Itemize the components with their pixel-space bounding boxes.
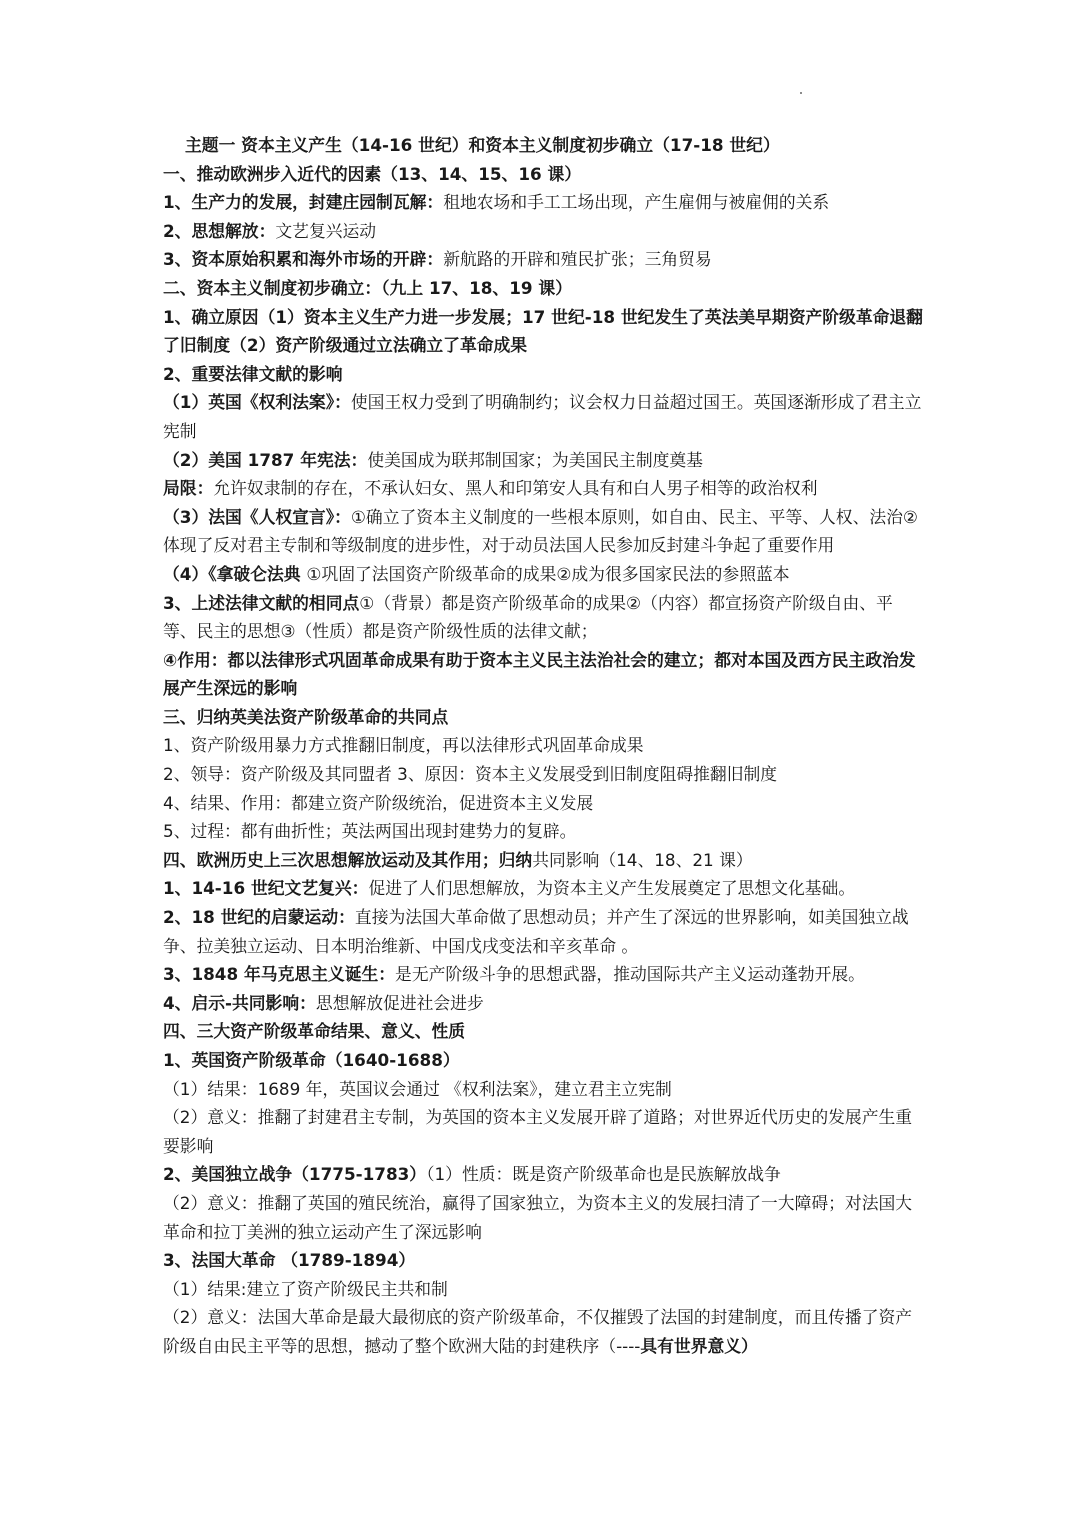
text-segment: ④作用：都以法律形式巩固革命成果有助于资本主义民主法治社会的建立；都对本国及西方民主政治发展产生深远的影响 — [163, 649, 916, 699]
text-line — [163, 560, 923, 589]
text-segment: 促进了人们思想解放，为资本主义产生发展奠定了思想文化基础。 — [368, 878, 856, 899]
text-segment: （1）英国《权利法案》： — [163, 392, 351, 413]
text-segment: 四、欧洲历史上三次思想解放运动及其作用；归纳 — [163, 849, 533, 870]
text-line — [163, 874, 923, 903]
text-line — [163, 474, 923, 503]
text-segment: 3、资本原始积累和海外市场的开辟： — [163, 249, 444, 270]
text-segment: 1、14-16 世纪文艺复兴： — [163, 878, 369, 899]
text-line — [163, 446, 923, 475]
text-line — [163, 160, 923, 189]
text-segment: 1、确立原因（1）资本主义生产力进一步发展；17 世纪-18 世纪发生了英法美早期资产阶级革命退翻了旧制度（2）资产阶级通过立法确立了革命成果 — [163, 306, 923, 356]
text-segment: 具有世界意义） — [640, 1335, 758, 1356]
text-segment: 文艺复兴运动 — [275, 220, 377, 241]
text-line — [163, 1246, 923, 1275]
text-line — [163, 1303, 923, 1360]
text-segment: （1）性质：既是资产阶级革命也是民族解放战争 — [426, 1164, 781, 1185]
text-segment: （1）结果：1689 年，英国议会通过 《权利法案》，建立君主立宪制 — [163, 1078, 672, 1099]
text-segment: ①确立了资本主义制度的一些根本原则，如自由、民主、平等、人权、法治②体现了反对君主专制和等级制度的进步性，对于动员法国人民参加反封建斗争起了重要作用 — [163, 506, 918, 556]
text-line — [163, 1160, 923, 1189]
text-segment: 租地农场和手工工场出现，产生雇佣与被雇佣的关系 — [443, 192, 830, 213]
document-title: 主题一 资本主义产生（14-16 世纪）和资本主义制度初步确立（17-18 世纪） — [185, 135, 780, 155]
text-segment: （3）法国《人权宣言》： — [163, 506, 351, 527]
text-segment: 3、上述法律文献的相同点 — [163, 592, 360, 613]
text-line — [163, 1046, 923, 1075]
scan-dot — [800, 92, 802, 94]
text-line — [163, 360, 923, 389]
text-segment: 四、三大资产阶级革命结果、意义、性质 — [163, 1021, 466, 1042]
text-line — [163, 760, 923, 789]
text-line — [163, 1189, 923, 1246]
text-segment: 2、重要法律文献的影响 — [163, 363, 343, 384]
text-line — [163, 731, 923, 760]
text-line — [163, 245, 923, 274]
text-segment: （4）《拿破仑法典 — [163, 563, 307, 584]
text-segment: （2）意义：推翻了封建君主专制，为英国的资本主义发展开辟了道路；对世界近代历史的发展产生重要影响 — [163, 1107, 913, 1156]
text-line — [163, 589, 923, 646]
text-line — [163, 1275, 923, 1304]
text-segment: 2、18 世纪的启蒙运动： — [163, 907, 355, 928]
text-segment: 4、启示-共同影响： — [163, 992, 316, 1013]
document-body — [163, 131, 923, 1361]
text-line — [163, 989, 923, 1018]
text-segment: 思想解放促进社会进步 — [315, 992, 484, 1013]
text-segment: 直接为法国大革命做了思想动员；并产生了深远的世界影响，如美国独立战争、拉美独立运动、日本明治维新、中国戊戌变法和辛亥革命 。 — [163, 907, 909, 956]
text-segment: 新航路的开辟和殖民扩张；三角贸易 — [443, 249, 712, 270]
text-segment: 1、英国资产阶级革命（1640-1688） — [163, 1050, 460, 1070]
text-segment: 使国王权力受到了明确制约；议会权力日益超过国王。英国逐渐形成了君主立宪制 — [163, 392, 922, 441]
text-segment: 2、美国独立战争（1775-1783） — [163, 1164, 427, 1185]
text-line — [163, 846, 923, 875]
text-line — [163, 1017, 923, 1046]
text-segment: ①（背景）都是资产阶级革命的成果②（内容）都宣扬资产阶级自由、平等、民主的思想③（性质）都是资产阶级性质的法律文献； — [163, 592, 893, 642]
text-segment: 1、生产力的发展，封建庄园制瓦解： — [163, 192, 444, 213]
text-line — [163, 1075, 923, 1104]
text-segment: 2、领导：资产阶级及其同盟者 3、原因：资本主义发展受到旧制度阻碍推翻旧制度 — [163, 764, 778, 785]
text-segment: 3、1848 年马克思主义诞生： — [163, 964, 396, 985]
text-segment: 5、过程：都有曲折性；英法两国出现封建势力的复辟。 — [163, 821, 577, 842]
text-line — [163, 903, 923, 960]
text-segment: 一、推动欧洲步入近代的因素（13、14、15、16 课） — [163, 163, 582, 184]
text-line — [163, 217, 923, 246]
text-segment: 二、资本主义制度初步确立：（九上 17、18、19 课） — [163, 277, 572, 298]
text-segment: 局限： — [163, 478, 214, 499]
text-segment: 1、资产阶级用暴力方式推翻旧制度，再以法律形式巩固革命成果 — [163, 735, 644, 756]
text-segment: 2、思想解放： — [163, 220, 276, 241]
text-segment: 三、归纳英美法资产阶级革命的共同点 — [163, 706, 449, 727]
text-segment: （1）结果:建立了资产阶级民主共和制 — [163, 1278, 448, 1299]
text-segment: 使美国成为联邦制国家；为美国民主制度奠基 — [367, 449, 703, 470]
text-line — [163, 303, 923, 360]
text-segment: 4、结果、作用：都建立资产阶级统治，促进资本主义发展 — [163, 792, 594, 813]
text-line — [163, 960, 923, 989]
text-line — [163, 388, 923, 445]
text-segment: 允许奴隶制的存在，不承认妇女、黑人和印第安人具有和白人男子相等的政治权利 — [213, 478, 818, 499]
text-line — [163, 274, 923, 303]
text-line — [163, 188, 923, 217]
text-segment: 3、法国大革命 （1789-1894） — [163, 1250, 416, 1271]
text-line — [163, 817, 923, 846]
text-line — [163, 1103, 923, 1160]
text-line — [163, 703, 923, 732]
text-segment: （2）美国 1787 年宪法： — [163, 449, 368, 470]
text-line — [163, 789, 923, 818]
text-line — [163, 646, 923, 703]
text-line — [163, 503, 923, 560]
text-segment: 是无产阶级斗争的思想武器，推动国际共产主义运动蓬勃开展。 — [395, 964, 865, 985]
text-segment: ①巩固了法国资产阶级革命的成果②成为很多国家民法的参照蓝本 — [306, 563, 790, 584]
text-segment: 共同影响（14、18、21 课） — [532, 849, 753, 870]
text-segment: （2）意义：法国大革命是最大最彻底的资产阶级革命，不仅摧毁了法国的封建制度，而且传播了资产阶级自由民主平等的思想，撼动了整个欧洲大陆的封建秩序（---- — [163, 1307, 913, 1356]
text-segment: （2）意义：推翻了英国的殖民统治，赢得了国家独立，为资本主义的发展扫清了一大障碍；对法国大革命和拉丁美洲的独立运动产生了深远影响 — [163, 1192, 913, 1242]
